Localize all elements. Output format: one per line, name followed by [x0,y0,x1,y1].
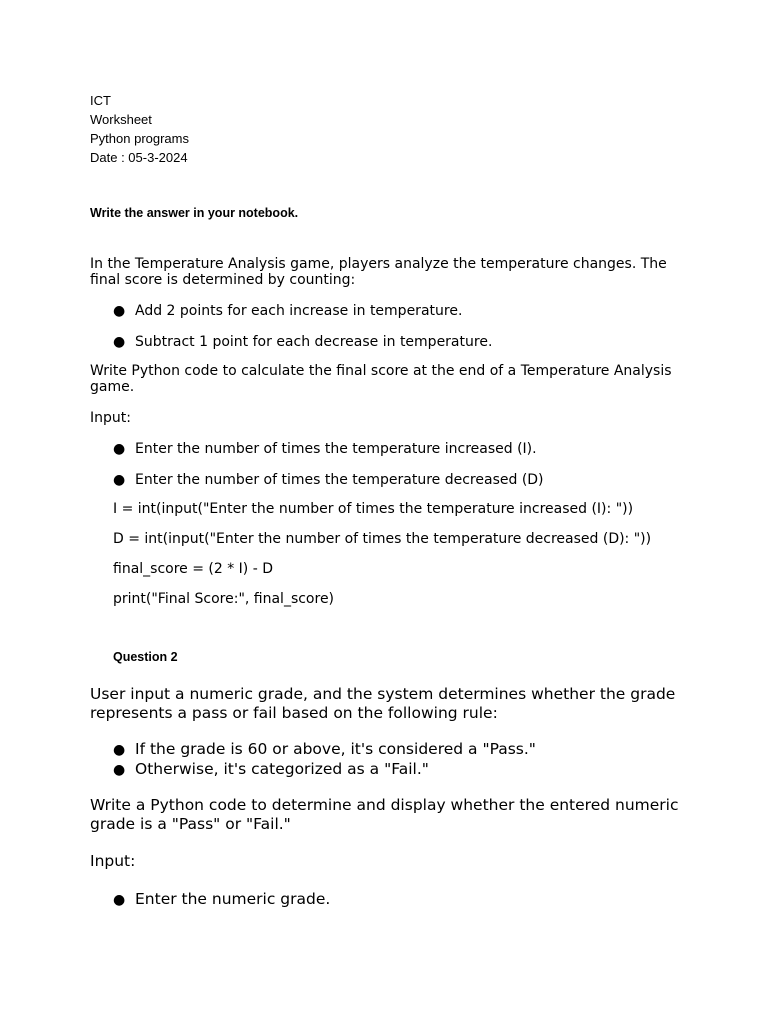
worksheet-label: Worksheet [90,112,152,127]
q1-input-item: ● Enter the number of times the temperature decreased (D) [113,472,544,488]
q2-rule-item: ● If the grade is 60 or above, it's considered a "Pass." [113,740,536,758]
topic-label: Python programs [90,131,189,146]
q2-intro: User input a numeric grade, and the system determines whether the grade represents a pass or fail based on the following rule: [90,685,676,722]
code-line: I = int(input("Enter the number of times the temperature increased (I): ")) [113,501,634,517]
q1-rule-item: ● Subtract 1 point for each decrease in temperature. [113,334,493,350]
bullet-icon: ● [113,742,126,758]
q1-input-label: Input: [90,410,131,426]
bullet-icon: ● [113,334,126,350]
q2-task: Write a Python code to determine and display whether the entered numeric grade is a "Pass" or "Fail." [90,796,679,833]
question-2-heading: Question 2 [113,650,178,664]
code-line: D = int(input("Enter the number of times the temperature decreased (D): ")) [113,531,652,547]
q2-input-item: ● Enter the numeric grade. [113,890,331,908]
subject-label: ICT [90,93,111,108]
code-line: print("Final Score:", final_score) [113,591,335,607]
q1-task: Write Python code to calculate the final score at the end of a Temperature Analysis game. [90,363,672,395]
bullet-icon: ● [113,762,126,778]
bullet-icon: ● [113,441,126,457]
bullet-icon: ● [113,892,126,908]
q2-input-label: Input: [90,852,136,870]
q1-rule-item: ● Add 2 points for each increase in temperature. [113,303,463,319]
code-line: final_score = (2 * I) - D [113,561,274,577]
bullet-icon: ● [113,303,126,319]
q2-rule-item: ● Otherwise, it's categorized as a "Fail." [113,760,429,778]
bullet-icon: ● [113,472,126,488]
date-label: Date : 05-3-2024 [90,150,188,165]
q1-input-item: ● Enter the number of times the temperature increased (I). [113,441,537,457]
instruction-text: Write the answer in your notebook. [90,206,299,220]
q1-intro: In the Temperature Analysis game, players analyze the temperature changes. The final score is determined by counting: [90,256,667,288]
